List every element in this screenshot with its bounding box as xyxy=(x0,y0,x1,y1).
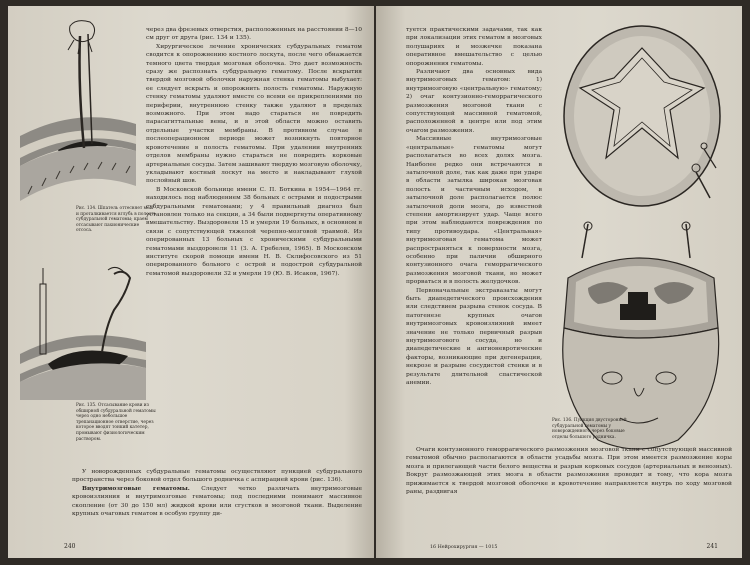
paragraph: Первоначальные экстравазаты могут быть диапедетического происхождения или следствием разрыва стенок сосуда. В патогенезе крупных очагов внутримозговых кровоизлияний имеет значение не только первичный разрыв внутримозгового сосуда, но и диапедетические и ангионевротические факторы, возникающие при дегенерации, некрозе и разрыве сосудистой стенки и в результате длительной спастической анемии. xyxy=(406,287,542,387)
right-text-column xyxy=(406,26,542,387)
figure-136-top-skull xyxy=(554,18,732,218)
paragraph: через два фрезевых отверстия, расположенных на расстоянии 8—10 см друг от друга (рис. 134 и 135). xyxy=(146,27,362,42)
figure-134 xyxy=(18,16,136,206)
paragraph: У новорожденных субдуральные гематомы осуществляют пункцией субдурального пространства через боковой отдел большого родничка с аспирацией крови (рис. 136). xyxy=(72,469,362,484)
paragraph: Хирургическое лечение хронических субдуральных гематом сводится к опорожнению костного лоскута, после чего обнажается темного цвета твердая мозговая оболочка. Это дает возможность сразу же распознать субдуральную гематому. После вскрытия твердой мозговой оболочки наружная стенка гематомы выбухает: ее следует вскрыть и опорожнить полость гематомы. Наружную стенку гематомы удаляют вместе со всеми ее прикреплениями по периферии, внутреннюю стенку также удаляют в пределах возможного. При этом надо стараться не повредить парасагиттальные вены, и в этой области можно оставить отдельные участки мембраны. В противном случае в послеоперационном периоде может возникнуть повторное кровотечение в полость гематомы. При удалении внутренних отделов мембраны нужно стараться не повредить корковые артериальные сосуды. Затем зашивают твердую мозговую оболочку, укладывают костный лоскут на место и накладывают глухой послойный шов. xyxy=(146,43,362,185)
paragraph: Следует четко различать внутримозговые кровоизлияния и внутримозговые гематомы; под последними понимают массивное скопление (от 30 до 150 мл) жидкой крови или сгустков в мозговой ткани. Выделение крупных очаговых гематом в особую группу ди- xyxy=(72,485,362,518)
page-number: 241 xyxy=(706,543,718,550)
section-heading: Внутримозговые гематомы. xyxy=(82,484,190,492)
figure-136-caption: Рис. 136. Пункция двусторонней субдуральной гематомы у новорожденного через боковые отделы большого родничка. xyxy=(552,418,627,440)
paragraph: Массивные внутримозговые «центральные» гематомы могут располагаться во всех долях мозга. Наиболее редко они встречаются в затылочной доле, так как даже при ударе в области затылка широкая мозговая полость и частичным исходом, в затылочной доле располагается полюс затылочной доли мозга, до известной степени амортизирует удар. Чаще всего при этом наблюдаются повреждения по типу противоудара. «Центральная» внутримозговая гематома может распространяться к поверхности мозга, особенно при паличии обширного контузионного очага геморрагического размозжения мозговой ткани, но может прорваться и в полость желудочков. xyxy=(406,136,542,286)
paragraph: Различают два основных вида внутримозговых гематом: 1) внутримозговую «центральную» гематому; 2) очаг контузионно-геморрагического размозжения мозговой ткани с сопутствующей массивной гематомой, расположенной в центре или под этим очагом размозжения. xyxy=(406,69,542,134)
page-number: 240 xyxy=(64,543,76,550)
paragraph: В Московской больнице имени С. П. Боткина в 1954—1964 гг. находилось под наблюдением 38 больных с острыми и подострыми субдуральными гематомами; у 4 правильный диагноз был установлен только на секции, а 34 были подвергнуты оперативному вмешательству. Выздоровели 15 и умерли 19 больных, в основном в связи с сопутствующей тяжелой черепно-мозговой травмой. Из оперированных 13 больных с хроническими субдуральными гематомами выздоровели 11 (З. А. Гребелев, 1965). В Московском институте скорой помощи имени Н. В. Склифосовского из 51 оперированного больного с острой и подострой субдуральной гематомой выздоровели 32 и умерли 19 (Ю. В. Исаков, 1967). xyxy=(146,186,362,277)
figure-134-caption: Рис. 134. Шпатель оттесняет мозг и проталкивается вглубь в полость субдуральной гематомы; краем отсасывают пахионические отсоса. xyxy=(76,206,156,234)
figure-135-caption: Рис. 135. Отсасывание крови из обширной субдуральной гематомы через одно небольшое трепанационное отверстие, через которое вводят тонкий катетер, промывают физиологическим раствором. xyxy=(76,403,156,442)
right-page xyxy=(376,6,742,558)
left-page xyxy=(8,6,374,558)
right-full-width-text xyxy=(406,446,732,496)
figure-135 xyxy=(18,264,148,400)
paragraph: Очаги контузионного геморрагического размозжения мозговой ткани с сопутствующей массивной гематомой обычно располагаются в области усадьбы мозга. При этом имеется размозжение коры мозга и прилегающей части белого вещества и разрыв корковых сосудов (артериальных и венозных). Вокруг размозжающей этих мозга в области размозжения проводит и тому, что кора мозга прижимается к твердой мозговой оболочке и кровотечение направляется внутрь по ходу мозговой раны, раздвигая xyxy=(406,447,732,496)
signature-mark: 16 Нейрохирургия — 1015 xyxy=(430,545,498,550)
left-full-width-text xyxy=(72,468,362,518)
paragraph: туется практическими задачами, так как при локализации этих гематом в мозговых полушариях и мозжечке показана оперативное вмешательство с целью опорожнения гематомы. xyxy=(406,27,542,67)
left-text-column xyxy=(146,26,362,278)
